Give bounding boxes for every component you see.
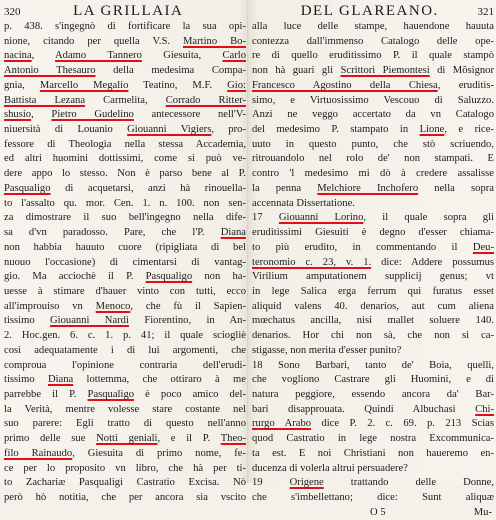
text-line: Antonio Thesauro della medesima Compa-	[4, 65, 246, 77]
text-line: che s'imbellettano; dice: Sunt aliquæ	[252, 492, 494, 503]
underlined-name: Giouanni Vigiers	[127, 124, 212, 136]
text-line: ducenza di volerla altrui persuadere?	[252, 462, 408, 474]
text-line: shusio, Pietro Gudelino antecessore nell'V-	[4, 109, 246, 121]
text-line: gio. Ma acciochè il P. Pasqualigo non ha-	[4, 271, 246, 283]
underlined-name: Antonio Thesauro	[4, 65, 96, 77]
underlined-name: rurgo Arabo	[252, 418, 312, 430]
underlined-name: filo Rainaudo	[4, 447, 73, 459]
text-line: za dimostrare il suo bell'ingegno nella dife-	[4, 212, 246, 224]
underlined-name: Notti geniali	[96, 433, 158, 445]
text-line: p. 438. s'ingegnò di fortificare la sua opi-	[4, 21, 246, 32]
text-line: in lege Salica erga ferrum qui furatus esset	[252, 285, 494, 297]
book-gutter	[247, 0, 249, 483]
text-line: niuersità di Louanio Giouanni Vigiers, pro-	[4, 124, 247, 136]
text-line: contezza dall'immenso Catalogo delle ope-	[252, 35, 494, 47]
page-number-right: 321	[477, 6, 494, 18]
text-line: che vogliono Castrare gli Huomini, e di	[252, 374, 494, 386]
text-line: però hò notitia, che per ancora sia vscito	[4, 492, 246, 503]
text-line: la penna Melchiore Inchofero nella sopra	[252, 182, 494, 194]
text-line: la Verità, mentre volesse stare costante nel	[4, 403, 246, 415]
text-line: re di quello eruditissimo P. il quale stampò	[252, 50, 494, 62]
text-line: comproua l'opinione contraria dell'erudi-	[4, 359, 246, 371]
text-line: del medesimo P. stampato in Lione, e rice-	[252, 124, 494, 136]
underlined-name: Giouanni Nardi	[50, 315, 129, 327]
text-line: accennata Dissertatione.	[252, 197, 355, 209]
underlined-name: Lione	[419, 124, 445, 136]
text-line: to più erudito, in commentando il Deu-	[252, 241, 494, 253]
underlined-name: Carlo	[222, 50, 246, 62]
text-line: 18 Sono Barbari, tanto de' Boia, quelli,	[252, 359, 494, 371]
underlined-name: Pasqualigo	[87, 388, 135, 400]
text-line: gnia, Marcello Megalio Teatino, M.F. Gio:	[4, 79, 246, 91]
right-page	[252, 3, 495, 518]
underlined-name: Pasqualigo	[4, 182, 51, 194]
underlined-name: Pietro Gudelino	[51, 109, 134, 121]
text-line: Anzi ne veggo accertato da vn Catalogo	[252, 109, 494, 121]
text-line: quod Castratio in lege nostra Excommunica-	[252, 433, 494, 445]
underlined-name: Melchiore Inchofero	[317, 182, 419, 194]
underlined-name: Giouanni Lorino	[278, 212, 364, 224]
text-line: ed altri huomini dottissimi, come si può ve-	[4, 153, 246, 165]
text-line: 2. Hoc.gen. 6. c. 1. p. 41; il quale sciogliè	[4, 330, 246, 342]
text-line: natura peggiore, essendo ancora da' Bar-	[252, 388, 494, 400]
text-line: uesse à stimare d'hauer vinto con tutti, ecco	[4, 285, 246, 297]
underlined-name: Marcello Megalio	[39, 79, 129, 91]
text-line: suo parere: Egli tratto di questo nell'anno	[4, 418, 246, 430]
text-line: alla luce delle stampe, hauendone hauuta	[252, 21, 494, 32]
text-line: aliquid valens 40. denarios, aut cum aliena	[252, 300, 494, 312]
underlined-name: nacina	[4, 50, 32, 62]
underlined-name: Francesco Agostino della Chiesa	[252, 79, 438, 91]
text-line: teronomio c. 23, v. 1. dice: Addere possumus	[252, 256, 494, 268]
text-line: tissimo Giouanni Nardi Fiorentino, in An-	[4, 315, 246, 327]
text-line: fessore di Theologia nella stessa Accademia,	[4, 138, 246, 150]
catchword: Mu-	[473, 506, 492, 518]
text-line: to l'assalto qu. mor. Cen. 1. n. 100. non sen-	[4, 197, 246, 209]
underlined-name: Diana	[47, 374, 74, 386]
running-head-right	[252, 3, 494, 20]
text-line: uuto in questo punto, che stò scriuendo,	[252, 138, 494, 150]
text-line: to Zachariæ Pasqualigi Castratio Excisa. Nò	[4, 477, 246, 489]
text-line: eruditissimi Giesuiti è degno d'esser chiama-	[252, 227, 494, 239]
underlined-name: teronomio c. 23, v. 1.	[252, 256, 372, 268]
left-page	[4, 3, 247, 503]
text-line: Battista Lezana Carmelita, Corrado Ritter-	[4, 94, 246, 106]
text-line: primo delle sue Notti geniali, e il P. Theo-	[4, 433, 246, 445]
text-line: non hà guari gli Scrittori Piemontesi di Mõsignor	[252, 65, 494, 77]
signature-mark: O 5	[370, 506, 386, 518]
text-line: mœchatus ancilla, nisi mallet soluere 140.	[252, 315, 494, 327]
underlined-name: Menoco	[95, 300, 131, 312]
text-line: parrebbe il P. Pasqualigo è poco amico del-	[4, 388, 247, 400]
underlined-name: shusio	[4, 109, 32, 121]
underlined-name: Battista Lezana	[4, 94, 86, 106]
text-line: Francesco Agostino della Chiesa, eruditis-	[252, 79, 494, 91]
left-page-text	[4, 20, 246, 506]
underlined-name: Martino Bo-	[182, 35, 246, 47]
text-line: all'improuiso vn Menoco, che fù il Sapien-	[4, 300, 246, 312]
text-line: ta est. E noi Christiani non haueremo en-	[252, 447, 494, 459]
text-line: 17 Giouanni Lorino, il quale sopra gli	[252, 212, 494, 224]
text-line: nacina, Adamo Tannero Giesuita, Carlo	[4, 50, 246, 62]
text-line: Virilium amputationem supplicij genus; vt	[252, 271, 494, 283]
running-head-left	[4, 3, 246, 20]
underlined-name: Scrittori Piemontesi	[340, 65, 430, 77]
underlined-name: Adamo Tannero	[55, 50, 142, 62]
underlined-name: Pasqualigo	[145, 271, 193, 283]
underlined-name: Theo-	[220, 433, 246, 445]
text-line: denarios. Hor chi non sà, che non si ca-	[252, 330, 494, 342]
right-page-text	[252, 20, 494, 506]
underlined-name: Chi-	[475, 403, 494, 415]
text-line: non habbia hauuto cuore (ripigliata di bel	[4, 241, 246, 253]
text-line: sa d'vn paradosso. Pare, che l'P. Diana	[4, 227, 246, 239]
text-line: dere appo lo stesso. Non è parso bene al P.	[4, 168, 246, 180]
text-line: ce per lo proposito vn libro, che hà per ti-	[4, 462, 246, 474]
text-line: così adequatamente i di lui argomenti, che	[4, 344, 246, 356]
underlined-name: Corrado Ritter-	[165, 94, 246, 106]
underlined-name: Deu-	[472, 241, 494, 253]
text-line: bari disapprouata. Quindi Albuchasi Chi-	[252, 403, 494, 415]
text-line: ritrouandolo nel rolo de' non stampati. E	[252, 153, 494, 165]
running-title-right: DEL GLAREANO.	[300, 3, 439, 19]
text-line: tissimo Diana lottemma, che ottiraro à me	[4, 374, 246, 386]
text-line: 19 Origene trattando delle Donne,	[252, 477, 495, 489]
text-line: stigasse, non merita d'esser punito?	[252, 344, 402, 356]
running-title-left: LA GRILLAIA	[73, 3, 184, 19]
text-line: rurgo Arabo dice P. 2. c. 69. p. 213 Scias	[252, 418, 494, 430]
text-line: Pasqualigo di acquetarsi, anzi hà rinouella-	[4, 182, 246, 194]
text-line: filo Rainaudo, Giesuita di primo nome, fe-	[4, 447, 246, 459]
text-line: simo, e Virtuosissimo Vescouo di Saluzzo.	[252, 94, 494, 106]
text-line: contro 'l medesimo mi dò à credere assalisse	[252, 168, 494, 180]
underlined-name: Origene	[289, 477, 324, 489]
text-line: nione, citando per quella V.S. Martino Bo-	[4, 35, 246, 47]
underlined-name: Diana	[220, 227, 246, 239]
signature-line	[252, 506, 494, 520]
page-number-left: 320	[4, 6, 21, 18]
text-line: nuouo l'occasione) di cimentarsi di vantag-	[4, 256, 246, 268]
underlined-name: Gio:	[227, 79, 246, 91]
